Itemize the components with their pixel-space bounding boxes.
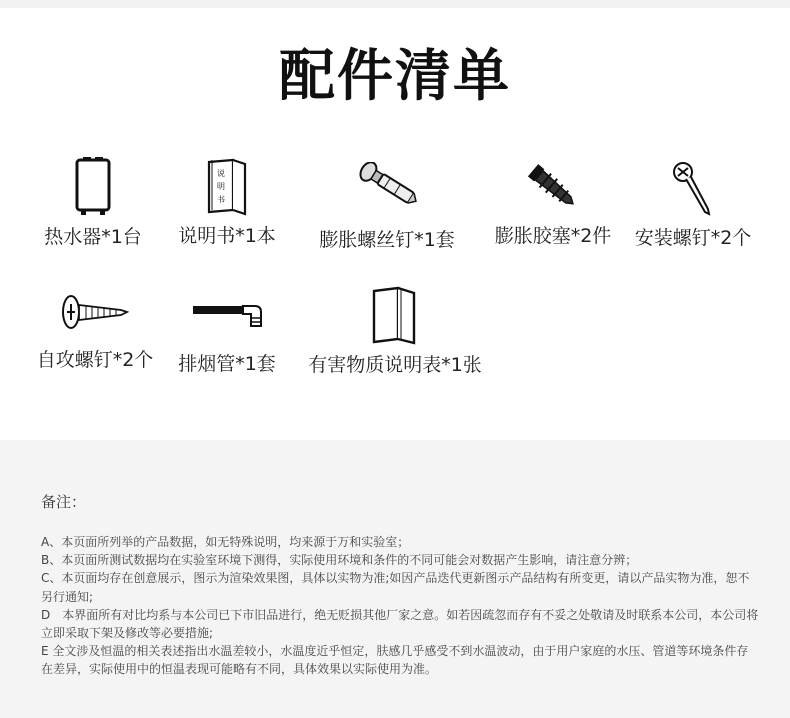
- notes-title: 备注：: [41, 493, 87, 511]
- svg-text:明: 明: [217, 182, 225, 191]
- note-line: D 本界面所有对比均系与本公司已下市旧品进行，绝无贬损其他厂家之意。如若因疏忽而存有不妥之处敬请及时联系本公司，本公司将立即采取下架及修改等必要措施;: [41, 607, 759, 641]
- svg-text:书: 书: [217, 195, 225, 204]
- item-label: 膨胀胶塞*2件: [494, 225, 612, 247]
- accessory-expansion-bolt: [312, 162, 462, 252]
- expansion-bolt-icon: [352, 162, 422, 216]
- note-line: E 全文涉及恒温的相关表述指出水温差较小，水温度近乎恒定，肤感几乎感受不到水温波动，由于用户家庭的水压、管道等环境条件存在差异，实际使用中的恒温表现可能略有不同，具体效果以实际使用为准。: [41, 644, 749, 677]
- tapping-screw-icon: [59, 292, 131, 332]
- accessory-manual: [172, 158, 282, 248]
- notes-body: [41, 533, 759, 679]
- manual-book-icon: [203, 158, 251, 216]
- note-line: B、本页面所测试数据均在实验室环境下测得，实际使用环境和条件的不同可能会对数据产生影响，请注意分辨；: [41, 553, 638, 568]
- page-title: 配件清单: [279, 44, 511, 109]
- mounting-screw-icon: [671, 160, 715, 218]
- top-band: [0, 0, 790, 8]
- notes-section: [0, 440, 790, 718]
- accessory-exhaust-pipe: [172, 300, 282, 376]
- accessory-tapping-screw: [30, 292, 160, 372]
- item-label: 热水器*1台: [44, 226, 142, 248]
- svg-text:说: 说: [217, 169, 225, 178]
- note-line: A、本页面所列举的产品数据，如无特殊说明，均来源于万和实验室；: [41, 535, 410, 549]
- item-label: 安装螺钉*2个: [634, 227, 752, 249]
- accessory-mounting-screw: [628, 160, 758, 250]
- item-label: 有害物质说明表*1张: [308, 354, 482, 376]
- wall-plug-icon: [523, 158, 583, 216]
- exhaust-pipe-icon: [189, 300, 265, 330]
- accessory-hazard-sheet: [300, 285, 490, 377]
- item-label: 自攻螺钉*2个: [36, 349, 154, 371]
- note-line: C、本页面均存在创意展示，图示为渲染效果图，具体以实物为准;如因产品迭代更新图示产品结构有所变更，请以产品实物为准，恕不另行通知;: [41, 571, 750, 604]
- accessory-wall-plug: [483, 158, 623, 248]
- item-label: 说明书*1本: [178, 225, 276, 247]
- item-label: 排烟管*1套: [178, 353, 276, 375]
- water-heater-icon: [71, 155, 115, 217]
- item-label: 膨胀螺丝钉*1套: [319, 229, 455, 251]
- accessory-water-heater: [38, 155, 148, 249]
- hazard-sheet-icon: [370, 285, 420, 345]
